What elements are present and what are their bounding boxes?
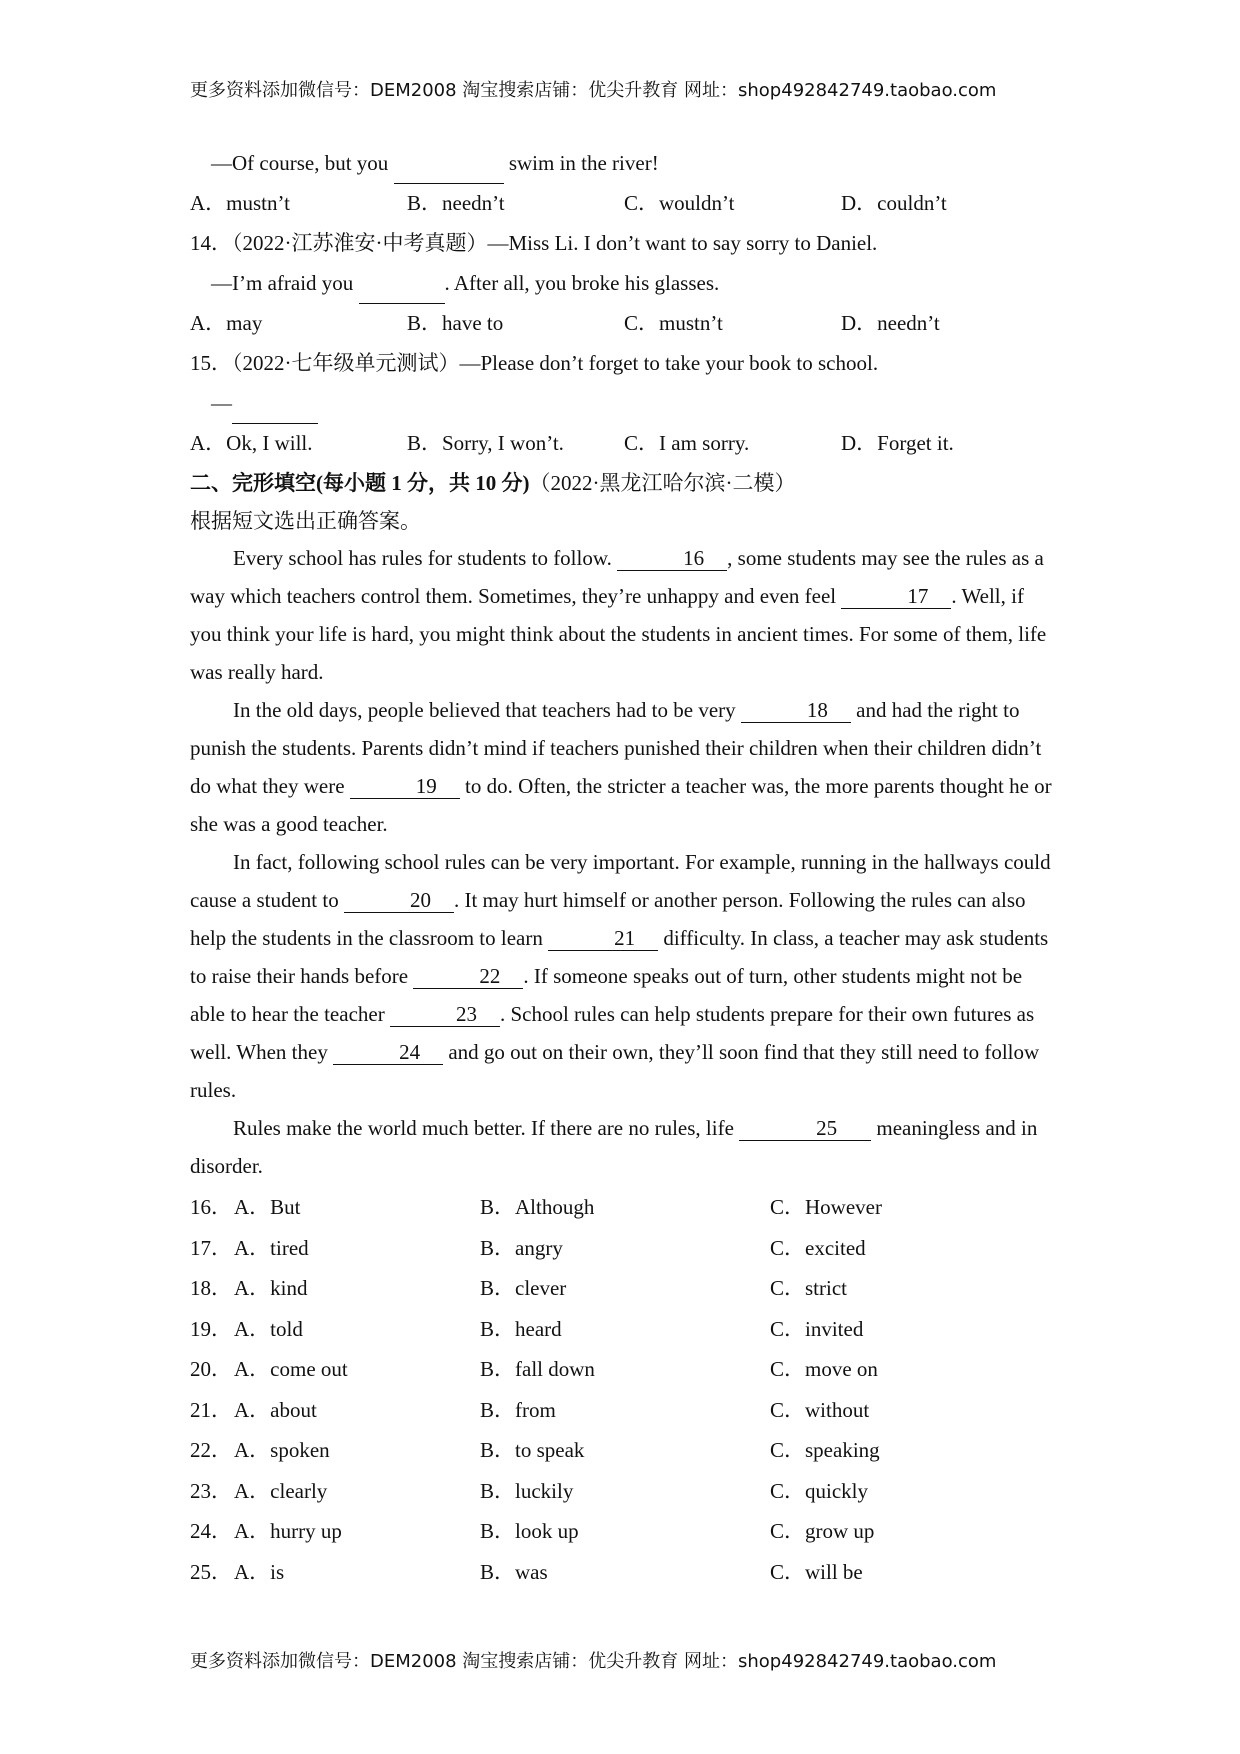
q15-blank	[232, 383, 318, 424]
blank-19: 19	[350, 774, 460, 799]
choice-c: C．excited	[770, 1235, 866, 1260]
q15-answer-line	[190, 383, 1058, 423]
choice-c: C．will be	[770, 1559, 863, 1584]
passage-paragraph-1	[190, 539, 1058, 691]
choice-row-22	[190, 1430, 1058, 1471]
q14-answer-post: . After all, you broke his glasses.	[444, 271, 720, 295]
q13-options	[190, 183, 1058, 223]
q15-answer-pre: —	[211, 391, 232, 415]
choice-c: C．speaking	[770, 1438, 880, 1462]
q14-answer-line	[190, 263, 1058, 303]
blank-24: 24	[333, 1040, 443, 1065]
q15-option-a: A．Ok, I will.	[190, 431, 313, 455]
q14-option-c: C．mustn’t	[624, 311, 723, 335]
blank-25: 25	[739, 1116, 871, 1141]
choice-a: A．about	[234, 1397, 317, 1422]
choice-row-25	[190, 1552, 1058, 1593]
choice-row-19	[190, 1309, 1058, 1350]
passage-paragraph-4	[190, 1109, 1058, 1185]
choice-row-16	[190, 1187, 1058, 1228]
choice-b: B．to speak	[480, 1438, 585, 1462]
choice-num: 25．	[190, 1559, 232, 1584]
p3-text-2: . It may hurt himself or another person. Following the rules can also help the students in the classroom to learn	[190, 888, 1026, 950]
q14-blank	[359, 263, 445, 304]
choice-c: C．invited	[770, 1316, 864, 1341]
q13-option-d: D．couldn’t	[841, 191, 947, 215]
page-header: 更多资料添加微信号：DEM2008 淘宝搜索店铺：优尖升教育 网址：shop492842749.taobao.com	[190, 80, 997, 101]
q15-option-c: C．I am sorry.	[624, 431, 750, 455]
choice-b: B．heard	[480, 1316, 562, 1341]
choice-b: B．fall down	[480, 1357, 595, 1381]
q13-option-c: C．wouldn’t	[624, 191, 735, 215]
choice-c: C．quickly	[770, 1478, 868, 1503]
q15-stem: 15．（2022·七年级单元测试）—Please don’t forget to take your book to school.	[190, 351, 879, 375]
choice-b: B．clever	[480, 1276, 567, 1300]
choice-num: 17．	[190, 1235, 232, 1260]
choice-b: B．angry	[480, 1235, 563, 1260]
choice-num: 24．	[190, 1519, 232, 1543]
p3-text-6: and go out on their own, they’ll soon find that they still need to follow rules.	[190, 1040, 1040, 1102]
choice-row-17	[190, 1228, 1058, 1269]
p4-text-1: Rules make the world much better. If there are no rules, life	[233, 1116, 740, 1140]
p2-text-2: and had the right to punish the students. Parents didn’t mind if teachers punished their children when their children didn’t do what they were	[190, 698, 1042, 798]
choice-c: C．move on	[770, 1357, 878, 1381]
section-title-text: 二、完形填空(每小题 1 分，共 10 分)	[190, 471, 530, 495]
choice-a: A．clearly	[234, 1478, 328, 1503]
p4-text-2: meaningless and in disorder.	[190, 1116, 1038, 1178]
p2-text-1: In the old days, people believed that teachers had to be very	[233, 698, 741, 722]
choice-c: C．without	[770, 1397, 870, 1422]
blank-20: 20	[344, 888, 454, 913]
q14-answer-pre: —I’m afraid you	[211, 271, 359, 295]
choice-b: B．from	[480, 1397, 556, 1422]
choice-num: 22．	[190, 1438, 232, 1462]
choice-num: 19．	[190, 1316, 232, 1341]
choice-a: A．spoken	[234, 1438, 330, 1462]
choice-a: A．told	[234, 1316, 303, 1341]
section-instruction: 根据短文选出正确答案。	[190, 509, 421, 533]
page-footer: 更多资料添加微信号：DEM2008 淘宝搜索店铺：优尖升教育 网址：shop492842749.taobao.com	[190, 1651, 997, 1672]
blank-22: 22	[413, 964, 523, 989]
choice-a: A．hurry up	[234, 1519, 342, 1543]
choice-b: B．luckily	[480, 1478, 574, 1503]
p3-text-5: . School rules can help students prepare for their own futures as well. When they	[190, 1002, 1035, 1064]
q14-option-a: A．may	[190, 311, 263, 335]
choice-row-18	[190, 1268, 1058, 1309]
q14-option-b: B．have to	[407, 311, 504, 335]
choice-num: 16．	[190, 1195, 232, 1219]
p3-text-1: In fact, following school rules can be very important. For example, running in the hallways could cause a student to	[190, 850, 1051, 912]
q13-answer-post: swim in the river!	[503, 151, 659, 175]
q15-option-d: D．Forget it.	[841, 431, 954, 455]
choice-row-24	[190, 1511, 1058, 1552]
q14-stem: 14．（2022·江苏淮安·中考真题）—Miss Li. I don’t want to say sorry to Daniel.	[190, 231, 878, 255]
choice-row-23	[190, 1471, 1058, 1512]
choice-a: A．come out	[234, 1357, 348, 1381]
q13-answer-pre: —Of course, but you	[211, 151, 394, 175]
q13-answer-line	[190, 143, 1058, 183]
blank-21: 21	[548, 926, 658, 951]
choice-num: 18．	[190, 1276, 232, 1300]
choice-row-21	[190, 1390, 1058, 1431]
q15-option-b: B．Sorry, I won’t.	[407, 431, 564, 455]
passage-paragraph-2	[190, 691, 1058, 843]
choice-a: A．is	[234, 1559, 285, 1584]
choice-b: B．was	[480, 1559, 548, 1584]
q15-options	[190, 423, 1058, 463]
blank-18: 18	[741, 698, 851, 723]
choice-c: C．strict	[770, 1276, 847, 1300]
section-title	[190, 463, 1058, 503]
section-source: （2022·黑龙江哈尔滨·二模）	[529, 471, 796, 495]
q14-option-d: D．needn’t	[841, 311, 940, 335]
q14-options	[190, 303, 1058, 343]
blank-23: 23	[390, 1002, 500, 1027]
q13-blank	[394, 143, 504, 184]
p1-text-2: , some students may see the rules as a way which teachers control them. Sometimes, they’re unhappy and even feel	[190, 546, 1044, 608]
choice-row-20	[190, 1349, 1058, 1390]
blank-16: 16	[617, 546, 727, 571]
blank-17: 17	[841, 584, 951, 609]
choice-num: 20．	[190, 1357, 232, 1381]
choice-num: 23．	[190, 1478, 232, 1503]
p3-text-4: . If someone speaks out of turn, other students might not be able to hear the teacher	[190, 964, 1023, 1026]
choice-b: B．look up	[480, 1519, 579, 1543]
p1-text-1: Every school has rules for students to follow.	[233, 546, 618, 570]
q13-option-a: A．mustn’t	[190, 191, 290, 215]
choice-c: C．grow up	[770, 1519, 875, 1543]
p2-text-3: to do. Often, the stricter a teacher was, the more parents thought he or she was a good teacher.	[190, 774, 1052, 836]
choice-a: A．tired	[234, 1235, 309, 1260]
p1-text-3: . Well, if you think your life is hard, you might think about the students in ancient times. For some of them, life was really hard.	[190, 584, 1047, 684]
choice-num: 21．	[190, 1397, 232, 1422]
choice-b: B．Although	[480, 1195, 595, 1219]
p3-text-3: difficulty. In class, a teacher may ask students to raise their hands before	[190, 926, 1049, 988]
choice-a: A．But	[234, 1195, 301, 1219]
choices-list	[190, 1187, 1058, 1592]
document-body	[190, 143, 1058, 1592]
passage-paragraph-3	[190, 843, 1058, 1109]
q13-option-b: B．needn’t	[407, 191, 505, 215]
choice-a: A．kind	[234, 1276, 308, 1300]
choice-c: C．However	[770, 1195, 882, 1219]
